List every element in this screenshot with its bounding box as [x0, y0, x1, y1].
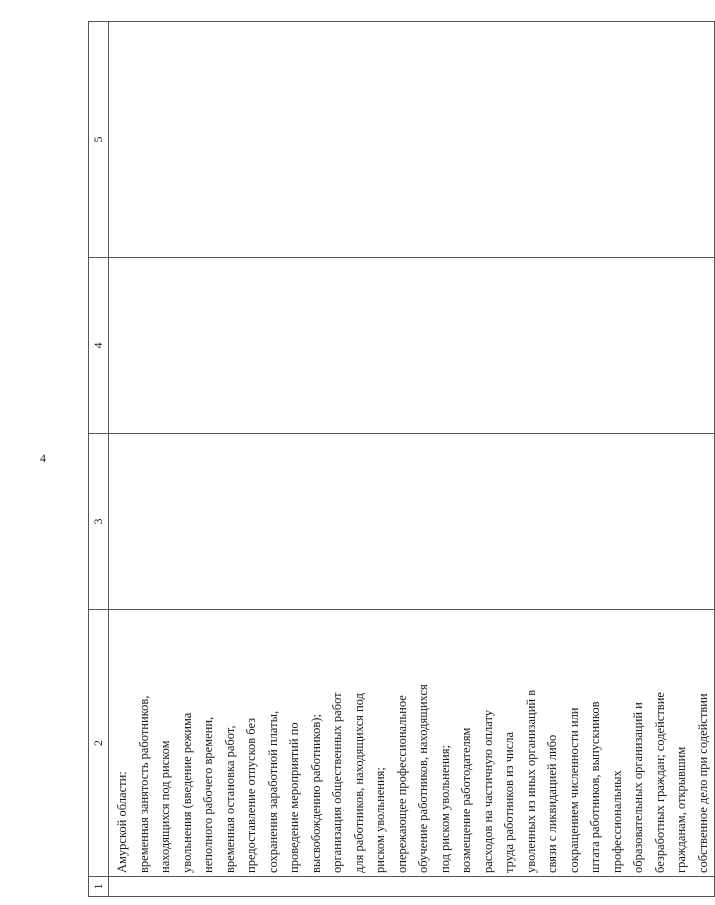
rotated-table-container — [88, 22, 710, 897]
text-line: сохранения заработной платы, — [265, 710, 280, 873]
cell-col-4 — [109, 258, 715, 434]
text-line: Амурской области: — [115, 771, 129, 873]
text-line: временная занятость работников, — [136, 695, 151, 873]
text-line: для работников, находящихся под — [351, 693, 366, 873]
text-line: штата работников, выпускников — [588, 701, 602, 873]
text-line: гражданам, открывшим — [674, 746, 688, 873]
text-line: риском увольнения; — [373, 767, 387, 873]
header-col-1: 1 — [89, 877, 109, 897]
cell-col-1 — [109, 877, 715, 897]
text-line: возмещение работодателям — [459, 727, 473, 873]
text-line: под риском увольнения; — [437, 745, 452, 873]
text-line: находящихся под риском — [158, 740, 172, 873]
text-line: труда работников из числа — [502, 731, 516, 873]
text-line: уволенных из иных организаций в — [523, 689, 538, 873]
text-line: увольнения (введение режима — [179, 712, 194, 873]
text-line: неполного рабочего времени, — [201, 716, 215, 873]
text-line: обучение работников, находящихся — [416, 684, 430, 873]
cell-col-2 — [109, 610, 715, 877]
text-line: временная остановка работ, — [222, 725, 237, 873]
page-number: 4 — [40, 451, 46, 465]
text-line: предоставление отпусков без — [244, 717, 258, 873]
text-line: связи с ликвидацией либо — [545, 734, 559, 873]
header-row — [89, 22, 109, 897]
cell-col-3 — [109, 434, 715, 610]
table-row — [109, 22, 715, 897]
text-line: сокращением численности или — [566, 707, 581, 873]
text-line: расходов на частичную оплату — [480, 709, 495, 873]
header-col-5: 5 — [89, 22, 109, 258]
data-table — [88, 21, 715, 897]
text-line: безработных граждан; содействие — [652, 692, 667, 873]
text-line: организация общественных работ — [330, 692, 344, 873]
header-col-4: 4 — [89, 258, 109, 434]
text-line: высвобождению работников); — [308, 714, 323, 873]
cell-col-5 — [109, 22, 715, 258]
text-line: профессиональных — [609, 770, 624, 873]
text-line: проведение мероприятий по — [287, 722, 301, 873]
text-line: опережающее профессиональное — [394, 695, 409, 873]
header-col-3: 3 — [89, 434, 109, 610]
cell-col-2-text — [109, 610, 714, 876]
header-col-2: 2 — [89, 610, 109, 877]
text-line: собственное дело при содействии — [695, 693, 710, 873]
text-line: образовательных организаций и — [631, 702, 645, 873]
